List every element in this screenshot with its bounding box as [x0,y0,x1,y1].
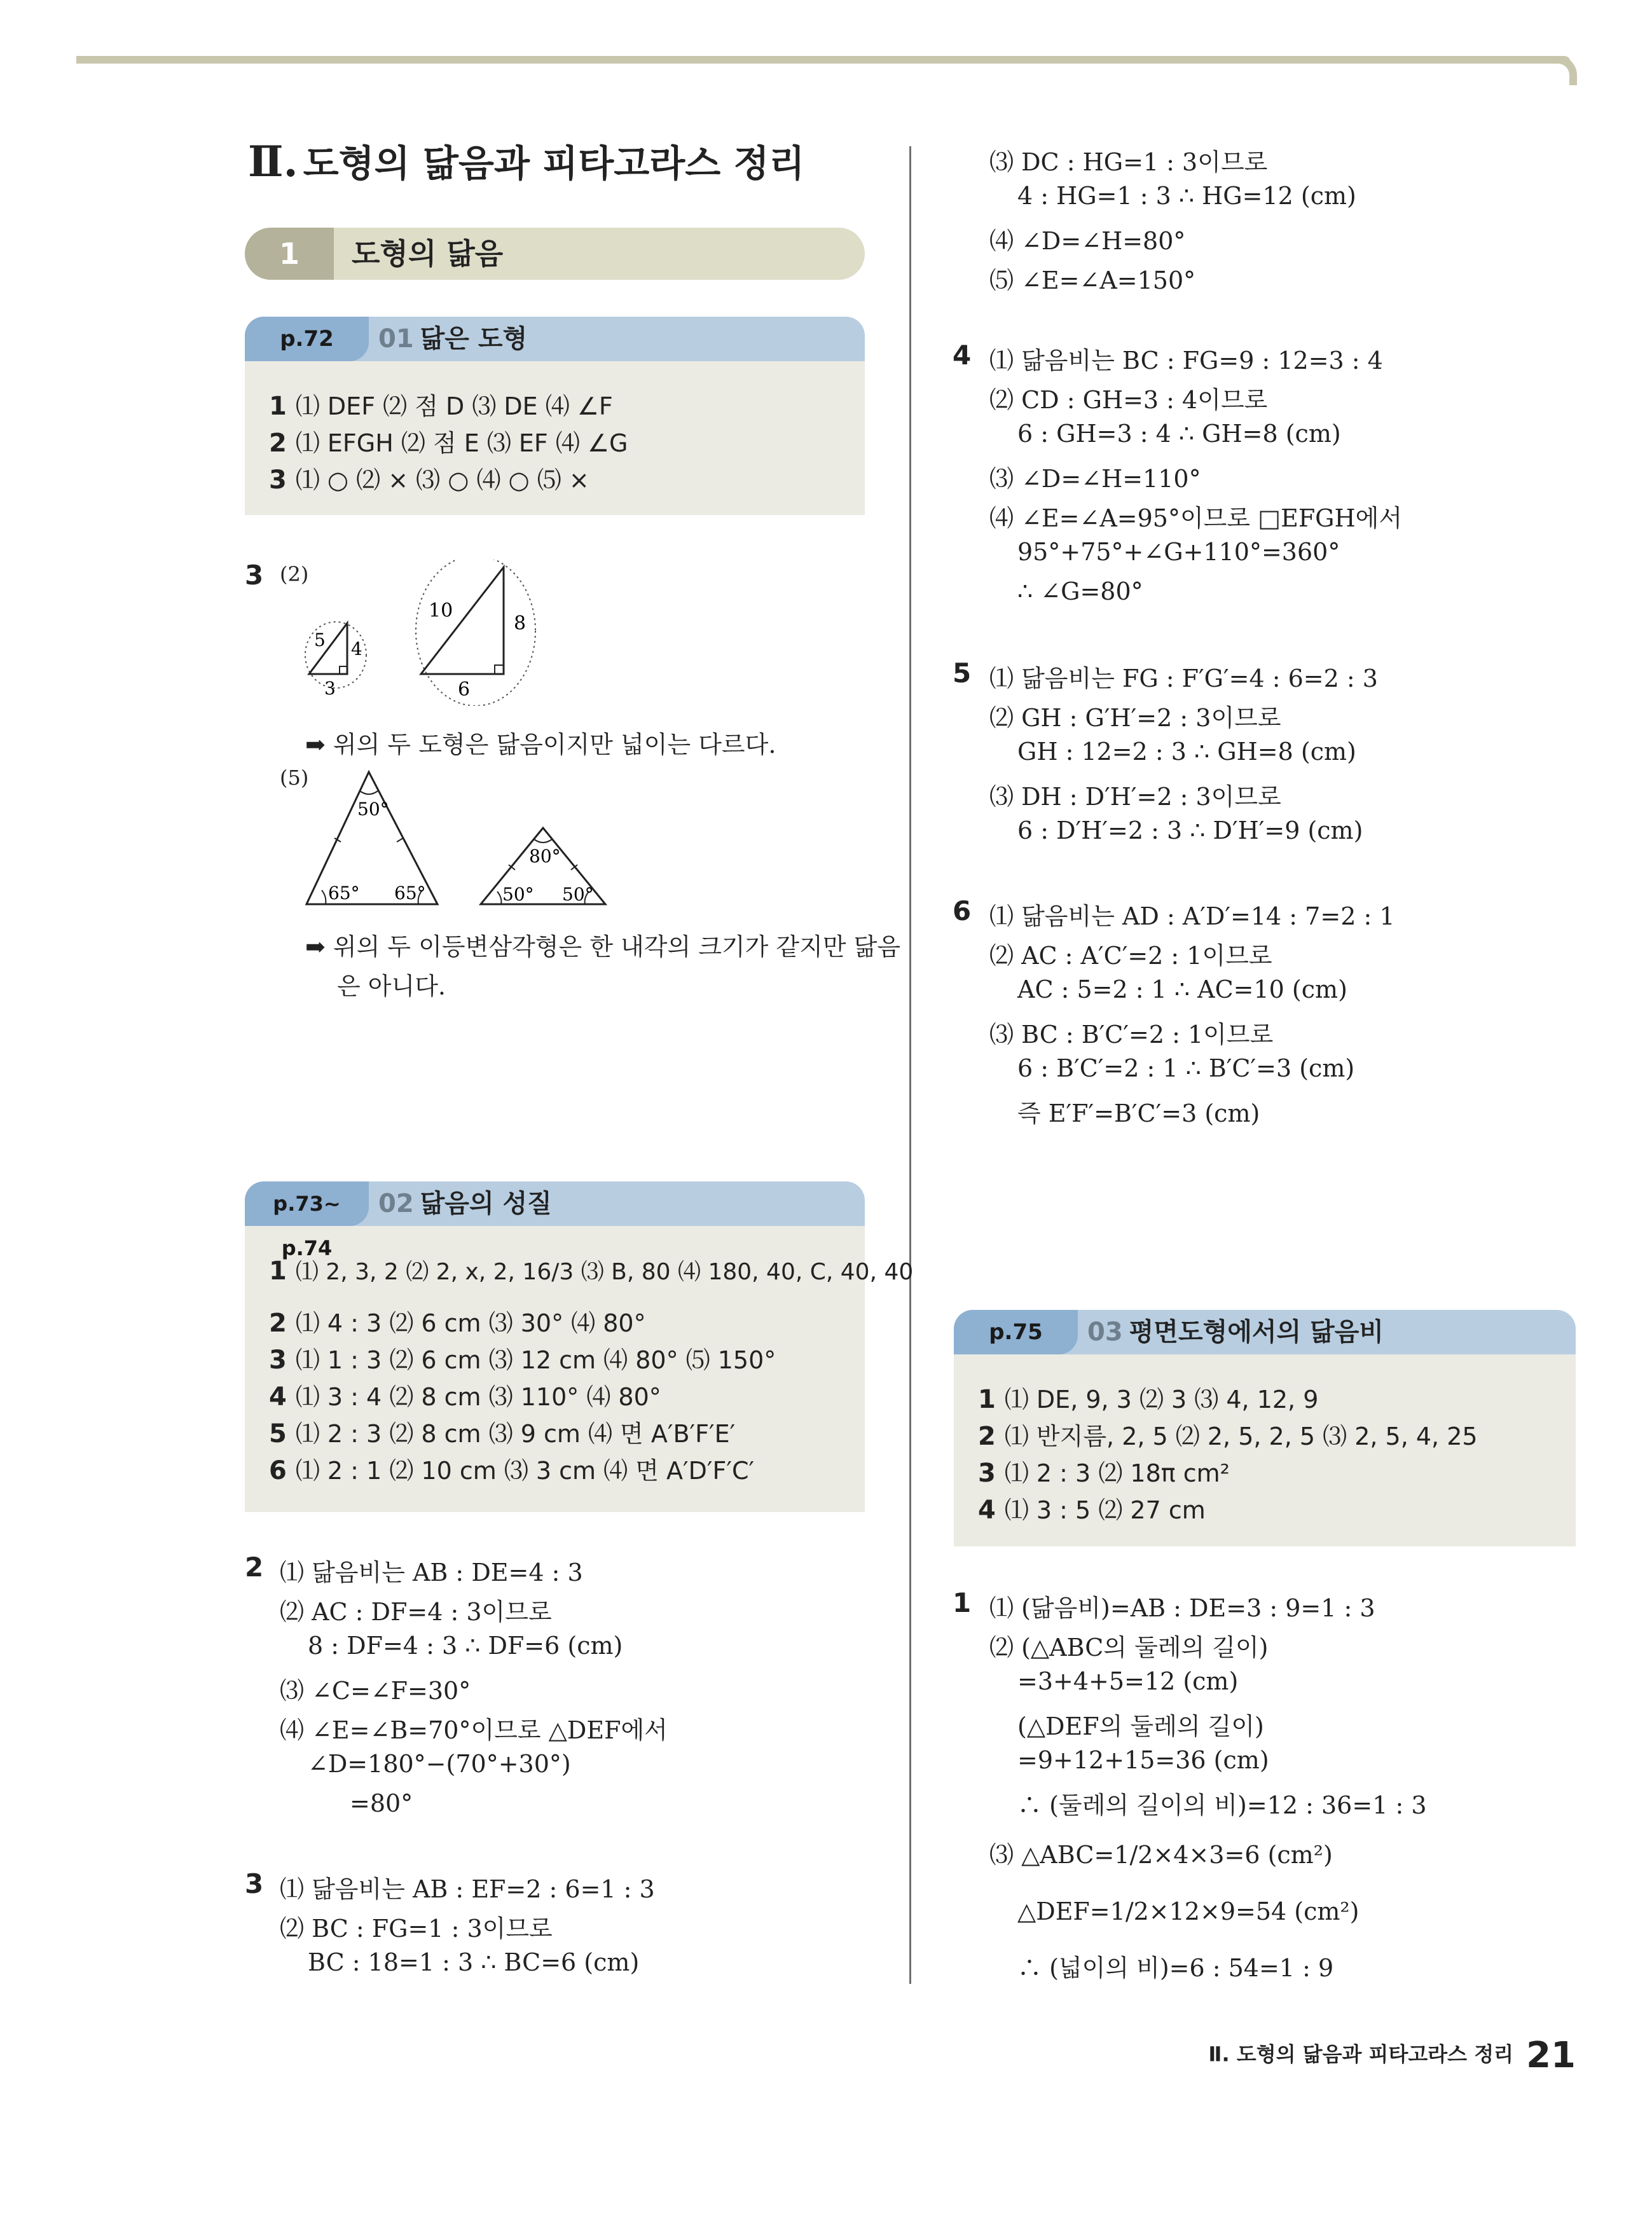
answer-text: ⑴ 반지름, 2, 5 ⑵ 2, 5, 2, 5 ⑶ 2, 5, 4, 25 [1004,1422,1478,1450]
solution-line: ⑴ 닮음비는 AD : A′D′=14 : 7=2 : 1 [989,902,1395,930]
solution-line: AC : 5=2 : 1 ∴ AC=10 (cm) [1017,975,1347,1003]
solution-line: 즉 E′F′=B′C′=3 (cm) [1017,1099,1260,1127]
answer-line: 1 ⑴ 2, 3, 2 ⑵ 2, x, 2, 16/3 ⑶ B, 80 ⑷ 180, 40, C, 40, 40 [269,1256,914,1286]
solution-line: 4 : HG=1 : 3 ∴ HG=12 (cm) [1017,182,1356,210]
box-title-num: 03 [1087,1318,1123,1347]
solution-line: 6 : D′H′=2 : 3 ∴ D′H′=9 (cm) [1017,816,1363,844]
solution-line: 6 : B′C′=2 : 1 ∴ B′C′=3 (cm) [1017,1054,1355,1082]
box-title-text: 닮은 도형 [420,324,528,354]
answer-line: 4 ⑴ 3 : 5 ⑵ 27 cm [978,1496,1206,1525]
page-footer [1208,2035,1576,2076]
solution-line: ⑵ AC : A′C′=2 : 1이므로 [989,942,1272,970]
solution-line: ⑵ CD : GH=3 : 4이므로 [989,386,1268,414]
section-title: 도형의 닮음 [352,237,504,271]
question-number: 6 [953,895,972,926]
answer-text: ⑴ 2 : 1 ⑵ 10 cm ⑶ 3 cm ⑷ 면 A′D′F′C′ [295,1457,755,1485]
chapter-title-text: 도형의 닮음과 피타고라스 정리 [303,142,805,185]
label: 10 [429,600,453,622]
top-rule-curve [1552,56,1577,85]
box-title [378,1181,552,1226]
solution-line: ∠D=180°−(70°+30°) [308,1750,571,1778]
solution-line: ⑸ ∠E=∠A=150° [989,266,1196,294]
solution-line: =3+4+5=12 (cm) [1017,1667,1239,1695]
solution-line: 95°+75°+∠G+110°=360° [1017,538,1340,566]
answer-line: 2 ⑴ EFGH ⑵ 점 E ⑶ EF ⑷ ∠G [269,429,628,458]
angle-label: 65° [328,883,360,904]
page-number: 21 [1526,2035,1576,2076]
solution-line: ⑷ ∠D=∠H=80° [989,227,1186,255]
page-tag: p.75 [954,1310,1078,1354]
question-number: 3 [245,1868,264,1899]
solution-line: ∴ (넓이의 비)=6 : 54=1 : 9 [1017,1954,1334,1982]
solution-line: ⑵ AC : DF=4 : 3이므로 [280,1598,552,1626]
answer-line: 4 ⑴ 3 : 4 ⑵ 8 cm ⑶ 110° ⑷ 80° [269,1382,661,1412]
box-title-text: 닮음의 성질 [420,1189,552,1218]
label: 3 [324,678,336,699]
answer-text: ⑴ DE, 9, 3 ⑵ 3 ⑶ 4, 12, 9 [1004,1386,1319,1414]
box-title-text: 평면도형에서의 닮음비 [1129,1318,1384,1347]
solution-line: ⑴ (닮음비)=AB : DE=3 : 9=1 : 3 [989,1594,1375,1622]
solution-line: 8 : DF=4 : 3 ∴ DF=6 (cm) [308,1632,623,1660]
solution-line: =9+12+15=36 (cm) [1017,1746,1269,1774]
solution-line: ⑵ BC : FG=1 : 3이므로 [280,1915,553,1943]
answer-text: ⑴ ○ ⑵ × ⑶ ○ ⑷ ○ ⑸ × [295,466,589,494]
answer-text: ⑴ DEF ⑵ 점 D ⑶ DE ⑷ ∠F [295,392,613,420]
solution-line: ⑶ DC : HG=1 : 3이므로 [989,148,1268,176]
angle-label: 80° [529,846,561,867]
solution-line: ⑴ 닮음비는 BC : FG=9 : 12=3 : 4 [989,347,1383,375]
answer-box-01 [245,317,865,515]
note-text: 은 아니다. [337,972,446,1000]
angle-label: 65° [394,883,426,904]
solution-line: ⑶ △ABC=1/2×4×3=6 (cm²) [989,1841,1333,1869]
angle-label: 50° [562,884,594,905]
solution-line: ⑶ ∠C=∠F=30° [280,1677,471,1705]
section-bar [245,228,865,280]
answer-line: 6 ⑴ 2 : 1 ⑵ 10 cm ⑶ 3 cm ⑷ 면 A′D′F′C′ [269,1456,755,1485]
answer-line: 2 ⑴ 4 : 3 ⑵ 6 cm ⑶ 30° ⑷ 80° [269,1309,646,1338]
box-title-num: 02 [378,1189,414,1218]
sub-label: (5) [280,766,309,790]
solution-line: ⑶ BC : B′C′=2 : 1이므로 [989,1021,1274,1049]
solution-line: ⑷ ∠E=∠B=70°이므로 △DEF에서 [280,1716,668,1744]
box-title-num: 01 [378,324,414,354]
label: 8 [514,612,527,635]
question-number: 5 [953,657,972,689]
answer-text: ⑴ 2, 3, 2 ⑵ 2, x, 2, 16/3 ⑶ B, 80 ⑷ 180, 40, C, 40, 40 [295,1259,914,1285]
solution-line: 6 : GH=3 : 4 ∴ GH=8 (cm) [1017,420,1341,448]
solution-line: (△DEF의 둘레의 길이) [1017,1712,1264,1740]
answer-line: 3 ⑴ 2 : 3 ⑵ 18π cm² [978,1459,1230,1488]
angle-label: 50° [357,799,389,820]
sub-label: (2) [280,562,309,586]
answer-line: 3 ⑴ 1 : 3 ⑵ 6 cm ⑶ 12 cm ⑷ 80° ⑸ 150° [269,1346,776,1375]
answer-line: 1 ⑴ DE, 9, 3 ⑵ 3 ⑶ 4, 12, 9 [978,1385,1319,1414]
solution-line: ⑷ ∠E=∠A=95°이므로 □EFGH에서 [989,504,1403,532]
label: 4 [351,638,362,659]
answer-text: ⑴ 3 : 5 ⑵ 27 cm [1004,1496,1206,1524]
solution-line: BC : 18=1 : 3 ∴ BC=6 (cm) [308,1948,640,1976]
question-number: 2 [245,1552,264,1583]
solution-line: =80° [350,1789,413,1817]
solution-line: ⑵ GH : G′H′=2 : 3이므로 [989,704,1281,732]
answer-text: ⑴ 3 : 4 ⑵ 8 cm ⑶ 110° ⑷ 80° [295,1383,661,1411]
question-number: 1 [953,1587,972,1618]
answer-line: 1 ⑴ DEF ⑵ 점 D ⑶ DE ⑷ ∠F [269,392,613,421]
answer-text: ⑴ 2 : 3 ⑵ 8 cm ⑶ 9 cm ⑷ 면 A′B′F′E′ [295,1420,736,1448]
column-divider [909,146,911,1984]
solution-line: ⑵ (△ABC의 둘레의 길이) [989,1634,1269,1662]
solution-line: ⑶ ∠D=∠H=110° [989,465,1201,493]
answer-box-02 [245,1181,914,1512]
page-tag: p.72 [245,317,369,361]
box-title [1087,1310,1384,1354]
isosceles-triangles-figure [299,763,630,909]
footer-chapter: Ⅱ. 도형의 닮음과 피타고라스 정리 [1208,2042,1514,2067]
chapter-roman: Ⅱ. [248,137,298,186]
solution-line: ∴ (둘레의 길이의 비)=12 : 36=1 : 3 [1017,1791,1427,1819]
answer-text: ⑴ 4 : 3 ⑵ 6 cm ⑶ 30° ⑷ 80° [295,1309,646,1337]
answer-line: 2 ⑴ 반지름, 2, 5 ⑵ 2, 5, 2, 5 ⑶ 2, 5, 4, 25 [978,1422,1478,1451]
similar-right-triangles-figure [293,560,560,706]
answer-text: ⑴ 1 : 3 ⑵ 6 cm ⑶ 12 cm ⑷ 80° ⑸ 150° [295,1346,776,1374]
answer-text: ⑴ 2 : 3 ⑵ 18π cm² [1004,1459,1230,1487]
solution-line: ⑴ 닮음비는 FG : F′G′=4 : 6=2 : 3 [989,664,1378,692]
solution-line: ⑶ DH : D′H′=2 : 3이므로 [989,783,1281,811]
answer-box-03 [954,1310,1576,1546]
question-number: 4 [953,340,972,371]
angle-label: 50° [502,884,534,905]
answer-text: ⑴ EFGH ⑵ 점 E ⑶ EF ⑷ ∠G [295,429,628,457]
label: 6 [458,678,471,701]
solution-line: ⑴ 닮음비는 AB : DE=4 : 3 [280,1559,583,1586]
answer-line: 3 ⑴ ○ ⑵ × ⑶ ○ ⑷ ○ ⑸ × [269,465,589,495]
box-title [378,317,527,361]
note-text: ➡ 위의 두 이등변삼각형은 한 내각의 크기가 같지만 닮음 [305,933,901,961]
section-number: 1 [245,228,334,280]
chapter-title [248,134,805,187]
solution-line: △DEF=1/2×12×9=54 (cm²) [1017,1897,1359,1925]
page-tag: p.73~ p.74 [245,1181,369,1226]
label: 5 [314,630,326,650]
top-rule [76,56,1571,64]
solution-line: GH : 12=2 : 3 ∴ GH=8 (cm) [1017,738,1356,766]
note-text: ➡ 위의 두 도형은 닮음이지만 넓이는 다르다. [305,731,776,759]
question-number: 3 [245,560,264,591]
solution-line: ⑴ 닮음비는 AB : EF=2 : 6=1 : 3 [280,1875,655,1903]
answer-line: 5 ⑴ 2 : 3 ⑵ 8 cm ⑶ 9 cm ⑷ 면 A′B′F′E′ [269,1419,736,1449]
solution-line: ∴ ∠G=80° [1017,577,1143,605]
